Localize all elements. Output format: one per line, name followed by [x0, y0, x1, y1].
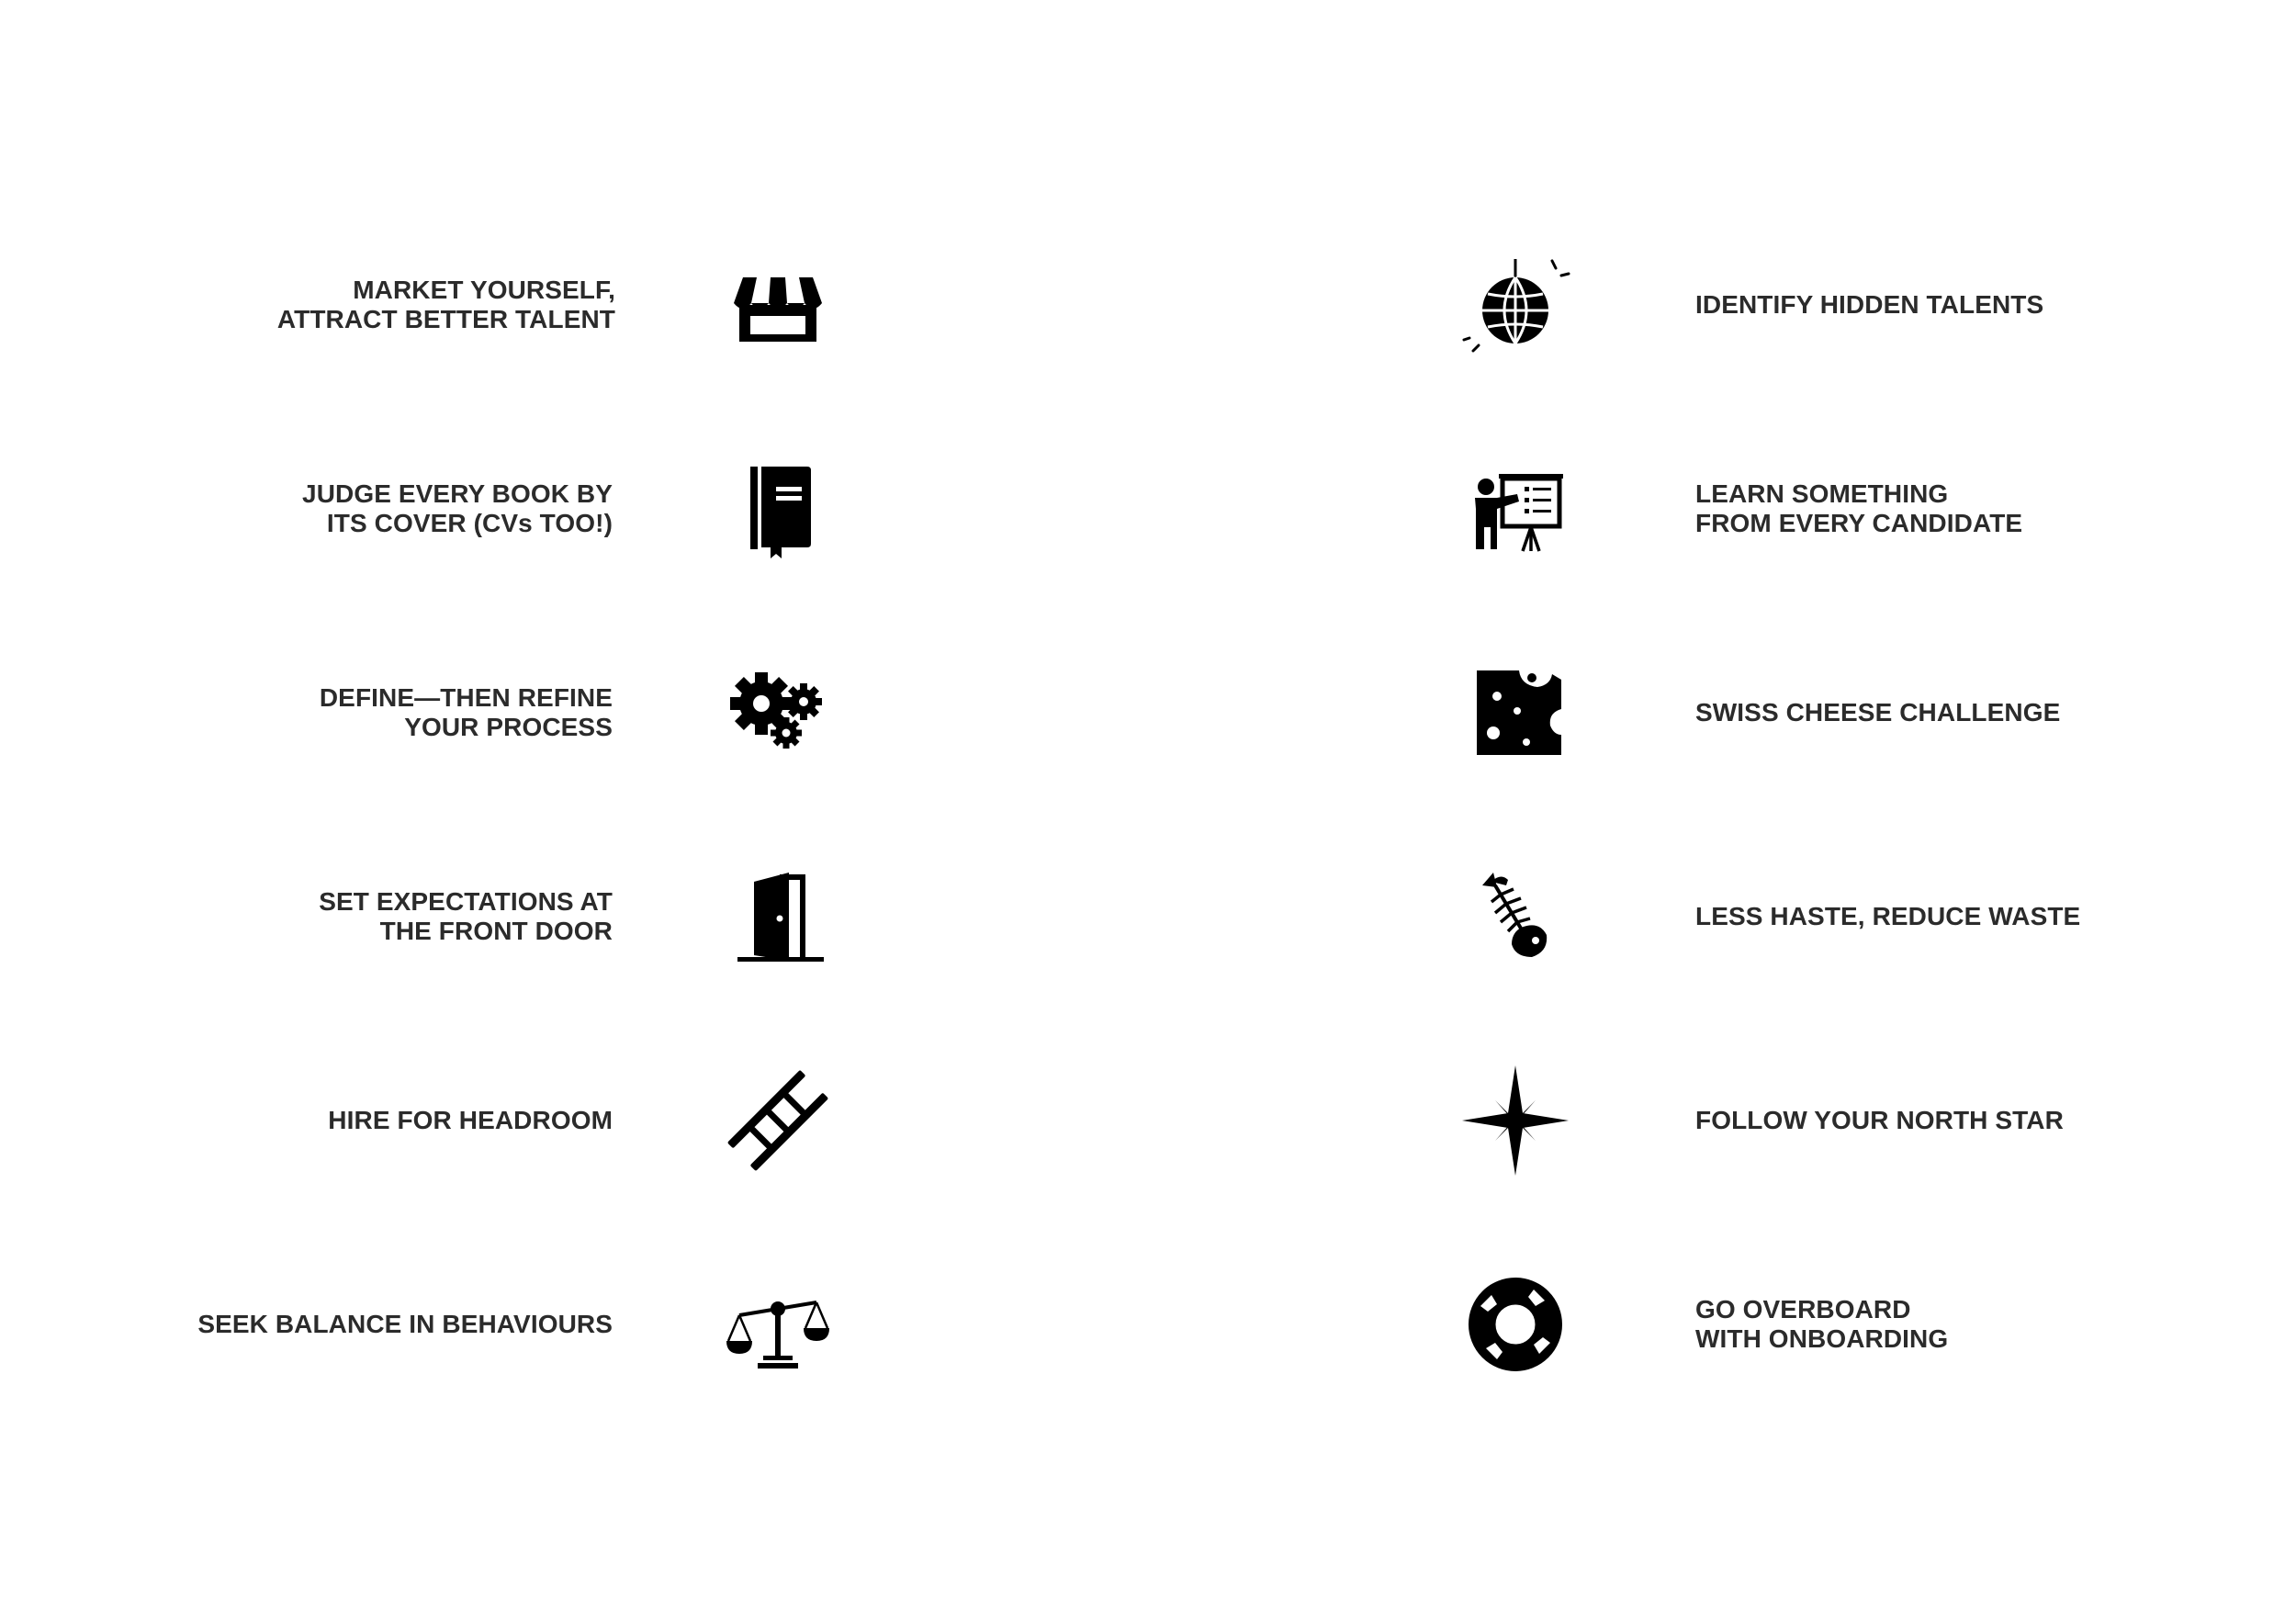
item-label: HIRE FOR HEADROOM	[328, 1106, 613, 1134]
right-item-3	[1460, 648, 2158, 777]
ladder-icon	[723, 1065, 833, 1176]
item-label: MARKET YOURSELF, ATTRACT BETTER TALENT	[276, 276, 615, 333]
item-label: SET EXPECTATIONS AT THE FRONT DOOR	[319, 887, 613, 945]
swiss-cheese-icon	[1460, 658, 1570, 768]
right-item-1	[1460, 241, 2158, 369]
item-label: SEEK BALANCE IN BEHAVIOURS	[197, 1310, 613, 1338]
right-item-6	[1460, 1260, 2158, 1389]
storefront-icon	[723, 250, 833, 360]
right-item-4	[1460, 852, 2158, 981]
item-label: SWISS CHEESE CHALLENGE	[1695, 698, 2061, 727]
book-icon	[723, 454, 833, 564]
item-label: IDENTIFY HIDDEN TALENTS	[1695, 290, 2044, 319]
item-label: GO OVERBOARD WITH ONBOARDING	[1695, 1295, 1949, 1353]
lifebuoy-icon	[1460, 1269, 1570, 1380]
item-label: DEFINE—THEN REFINE YOUR PROCESS	[319, 683, 613, 741]
left-item-1	[184, 241, 918, 369]
gears-icon	[723, 658, 833, 768]
left-item-2	[184, 445, 918, 573]
balance-scale-icon	[723, 1269, 833, 1380]
presenter-icon	[1460, 454, 1570, 564]
item-label: LEARN SOMETHING FROM EVERY CANDIDATE	[1695, 479, 2023, 537]
item-label: FOLLOW YOUR NORTH STAR	[1695, 1106, 2064, 1134]
disco-ball-icon	[1460, 250, 1570, 360]
open-door-icon	[723, 862, 833, 972]
item-label: LESS HASTE, REDUCE WASTE	[1695, 902, 2081, 930]
right-item-5	[1460, 1056, 2158, 1185]
left-item-6	[184, 1260, 918, 1389]
right-item-2	[1460, 445, 2158, 573]
left-item-4	[184, 852, 918, 981]
left-item-3	[184, 648, 918, 777]
north-star-icon	[1460, 1065, 1570, 1176]
left-item-5	[184, 1056, 918, 1185]
fish-bone-icon	[1460, 862, 1570, 972]
item-label: JUDGE EVERY BOOK BY ITS COVER (CVs TOO!)	[302, 479, 613, 537]
